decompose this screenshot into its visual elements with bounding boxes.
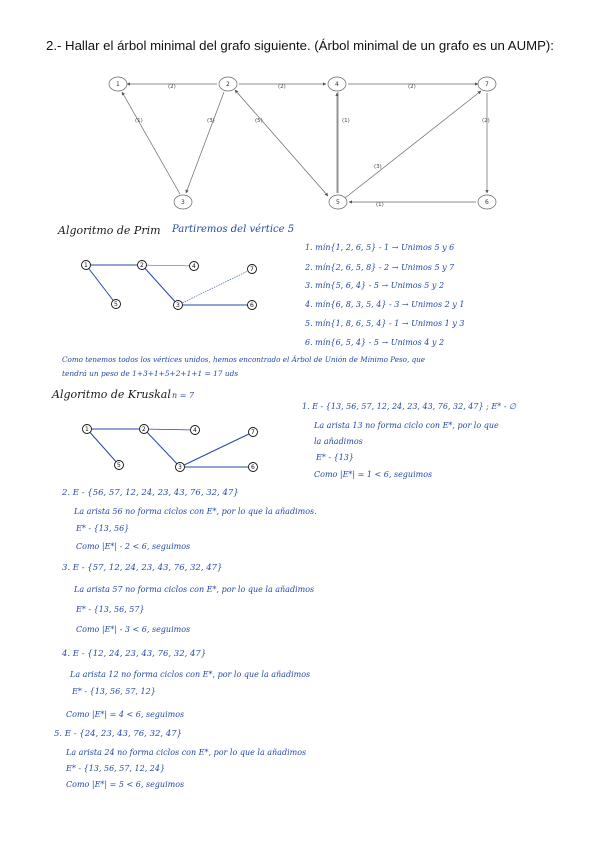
- prim-step: 1. mín{1, 2, 6, 5} - 1 → Unimos 5 y 6: [305, 243, 455, 252]
- prim-step: 2. mín{2, 6, 5, 8} - 2 → Unimos 5 y 7: [305, 263, 455, 272]
- node-label: 1: [85, 426, 89, 433]
- weight-label: (2): [168, 84, 176, 90]
- node-label: 4: [192, 263, 196, 270]
- graph-weights: [135, 84, 490, 208]
- node-label: 4: [335, 81, 339, 88]
- prim-step: 4. mín{6, 8, 3, 5, 4} - 3 → Unimos 2 y 1: [305, 300, 465, 309]
- exercise-title: 2.- Hallar el árbol minimal del grafo siguiente. (Árbol minimal de un grafo es un AUMP):: [46, 38, 554, 53]
- edge-5-7: [345, 91, 481, 198]
- prim-tree: [82, 261, 257, 310]
- node-label: 2: [142, 426, 146, 433]
- weight-label: (3): [207, 118, 215, 124]
- node-label: 6: [250, 302, 254, 309]
- node-label: 3: [181, 199, 185, 206]
- prim-step: 5. mín{1, 8, 6, 5, 4} - 1 → Unimos 1 y 3: [305, 319, 465, 328]
- node-label: 1: [84, 262, 88, 269]
- node-label: 7: [250, 266, 254, 273]
- prim-step: 3. mín{5, 6, 4} - 5 → Unimos 5 y 2: [305, 281, 445, 290]
- node-label: 3: [178, 464, 182, 471]
- weight-label: (5): [255, 118, 263, 124]
- node-label: 5: [114, 301, 118, 308]
- kruskal-tree: [83, 425, 258, 472]
- node-label: 7: [485, 81, 489, 88]
- weight-label: (1): [135, 118, 143, 124]
- edge-3-1: [122, 92, 180, 194]
- prim-conclusion: Como tenemos todos los vértices unidos, hemos encontrado el Árbol de Unión de Mínimo Peso, que: [62, 355, 426, 364]
- node-label: 6: [485, 199, 489, 206]
- edge-2-5: [235, 90, 328, 196]
- node-label: 1: [116, 81, 120, 88]
- node-label: 5: [336, 199, 340, 206]
- weight-label: (1): [376, 202, 384, 208]
- weight-label: (2): [278, 84, 286, 90]
- kruskal-heading: Algoritmo de Kruskal: [52, 388, 171, 401]
- edge-2-3: [186, 92, 224, 193]
- weight-label: (3): [374, 164, 382, 170]
- node-label: 7: [251, 429, 255, 436]
- kruskal-note: n = 7: [172, 391, 195, 400]
- node-label: 3: [176, 302, 180, 309]
- weight-label: (1): [342, 118, 350, 124]
- prim-subheading: Partiremos del vértice 5: [172, 224, 295, 235]
- weight-label: (2): [482, 118, 490, 124]
- prim-total-weight: tendrá un peso de 1+3+1+5+2+1+1 = 17 uds: [62, 369, 239, 378]
- graph-nodes: [109, 77, 496, 209]
- weight-label: (2): [408, 84, 416, 90]
- prim-heading: Algoritmo de Prim: [58, 224, 161, 237]
- prim-step: 6. mín{6, 5, 4} - 5 → Unimos 4 y 2: [305, 338, 445, 347]
- node-label: 6: [251, 464, 255, 471]
- node-label: 4: [193, 427, 197, 434]
- node-label: 2: [140, 262, 144, 269]
- node-label: 5: [117, 462, 121, 469]
- weighted-graph: [122, 84, 487, 202]
- node-label: 2: [226, 81, 230, 88]
